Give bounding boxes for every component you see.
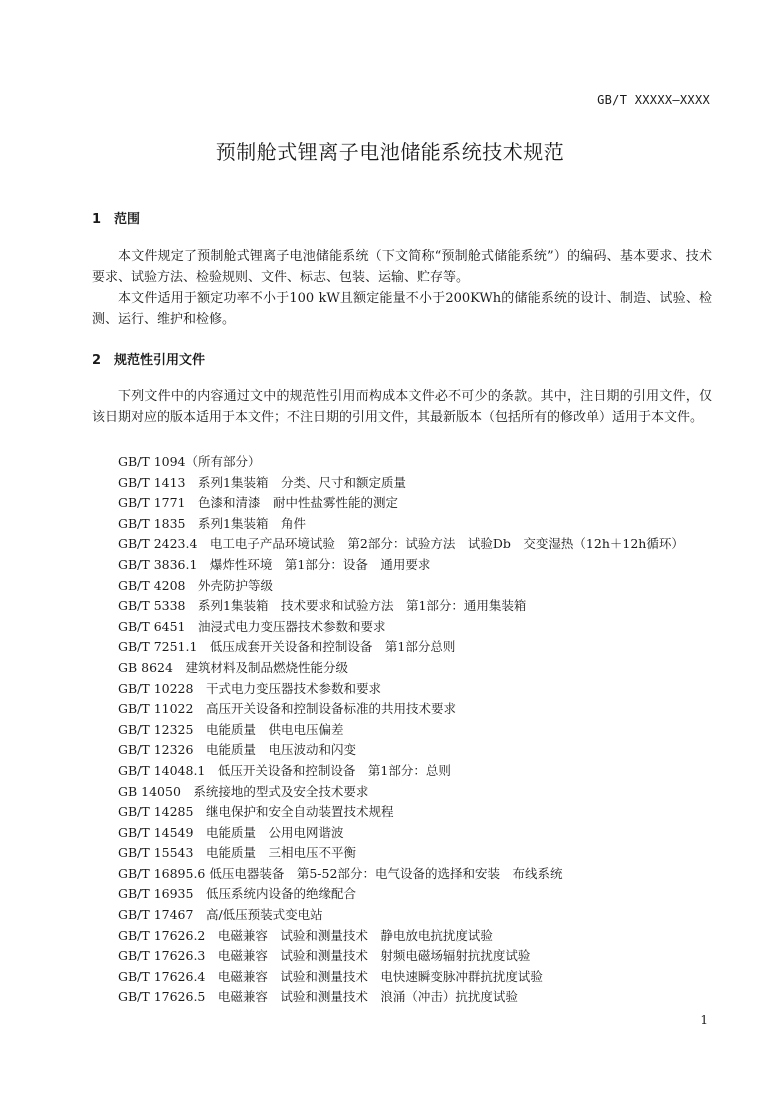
reference-item: GB/T 15543 电能质量 三相电压不平衡 <box>118 845 356 861</box>
reference-list <box>118 452 684 1008</box>
reference-item: GB/T 16935 低压系统内设备的绝缘配合 <box>118 886 356 902</box>
reference-item: GB/T 17626.4 电磁兼容 试验和测量技术 电快速瞬变脉冲群抗扰度试验 <box>118 968 543 984</box>
reference-item: GB/T 12325 电能质量 供电电压偏差 <box>118 721 344 737</box>
reference-item: GB 8624 建筑材料及制品燃烧性能分级 <box>118 659 348 675</box>
reference-item: GB/T 2423.4 电工电子产品环境试验 第2部分：试验方法 试验Db 交变湿热（12h＋12h循环） <box>118 536 684 552</box>
reference-item: GB/T 14549 电能质量 公用电网谐波 <box>118 824 344 840</box>
reference-item: GB/T 17626.5 电磁兼容 试验和测量技术 浪涌（冲击）抗扰度试验 <box>118 989 518 1005</box>
reference-item: GB/T 14048.1 低压开关设备和控制设备 第1部分：总则 <box>118 762 451 778</box>
reference-item: GB/T 3836.1 爆炸性环境 第1部分：设备 通用要求 <box>118 556 431 572</box>
scope-paragraph-1: 本文件规定了预制舱式锂离子电池储能系统（下文简称“预制舱式储能系统”）的编码、基本要求、技术要求、试验方法、检验规则、文件、标志、包装、运输、贮存等。 <box>92 249 712 285</box>
reference-item: GB/T 1413 系列1集装箱 分类、尺寸和额定质量 <box>118 474 406 490</box>
section-number: 1 <box>92 212 102 227</box>
reference-item: GB/T 17467 高/低压预装式变电站 <box>118 907 323 923</box>
section-2-heading <box>92 349 205 368</box>
reference-item: GB/T 1835 系列1集装箱 角件 <box>118 515 306 531</box>
reference-item: GB/T 6451 油浸式电力变压器技术参数和要求 <box>118 618 386 634</box>
section-title: 规范性引用文件 <box>114 353 206 368</box>
reference-item: GB/T 7251.1 低压成套开关设备和控制设备 第1部分总则 <box>118 639 456 655</box>
section-title: 范围 <box>114 212 141 227</box>
reference-item: GB/T 4208 外壳防护等级 <box>118 577 274 593</box>
reference-item: GB/T 10228 干式电力变压器技术参数和要求 <box>118 680 381 696</box>
reference-item: GB/T 17626.2 电磁兼容 试验和测量技术 静电放电抗扰度试验 <box>118 927 493 943</box>
reference-item: GB/T 16895.6 低压电器装备 第5-52部分：电气设备的选择和安装 布线系统 <box>118 865 563 881</box>
reference-item: GB 14050 系统接地的型式及安全技术要求 <box>118 783 369 799</box>
page-number: 1 <box>700 1013 708 1027</box>
reference-item: GB/T 1771 色漆和清漆 耐中性盐雾性能的测定 <box>118 495 399 511</box>
scope-paragraph-2: 本文件适用于额定功率不小于100 kW且额定能量不小于200KWh的储能系统的设计、制造、试验、检测、运行、维护和检修。 <box>92 291 712 327</box>
reference-item: GB/T 17626.3 电磁兼容 试验和测量技术 射频电磁场辐射抗扰度试验 <box>118 948 531 964</box>
normative-references-intro: 下列文件中的内容通过文中的规范性引用而构成本文件必不可少的条款。其中，注日期的引用文件，仅该日期对应的版本适用于本文件；不注日期的引用文件，其最新版本（包括所有的修改单）适用于本文件。 <box>92 389 712 425</box>
standard-code: GB/T XXXXX—XXXX <box>597 93 710 107</box>
section-number: 2 <box>92 353 102 368</box>
section-1-heading <box>92 208 140 227</box>
document-title: 预制舱式锂离子电池储能系统技术规范 <box>215 140 565 164</box>
reference-item: GB/T 1094（所有部分） <box>118 454 261 469</box>
reference-item: GB/T 5338 系列1集装箱 技术要求和试验方法 第1部分：通用集装箱 <box>118 598 527 614</box>
reference-item: GB/T 14285 继电保护和安全自动装置技术规程 <box>118 804 394 820</box>
reference-item: GB/T 12326 电能质量 电压波动和闪变 <box>118 742 356 758</box>
reference-item: GB/T 11022 高压开关设备和控制设备标准的共用技术要求 <box>118 701 456 717</box>
